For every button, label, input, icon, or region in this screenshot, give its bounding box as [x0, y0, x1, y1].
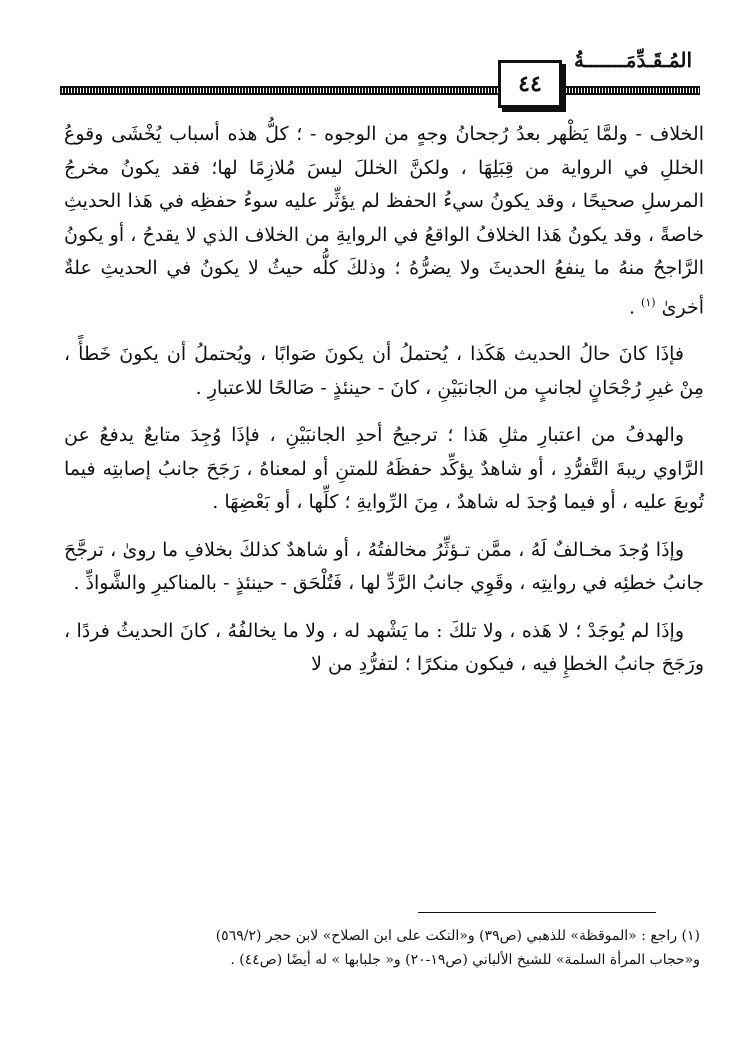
paragraph: وإذَا لم يُوجَدْ ؛ لا هَذه ، ولا تلكَ : ما يَشْهد له ، ولا ما يخالفُهُ ، كانَ الحديثُ فردًا ، ورَجَحَ جانبُ الخطإِ فيه ، فيكون منكرًا ؛ لتفرُّدِ من لا: [64, 619, 704, 676]
paragraph: وإذَا وُجدَ مخـالفٌ لَهُ ، ممَّن تـؤثِّرُ مخالفتُهُ ، أو شاهدٌ كذلكَ بخلافِ ما روىٰ ، ترجَّحَ جانبُ خطئِه في روايتِه ، وقَوِي جانبُ الرَّدِّ لها ، فَتُلْحَق - حينئذٍ - بالمناكيرِ والشَّواذِّ .: [64, 538, 704, 595]
page-number: ٤٤: [518, 71, 542, 97]
header-rule: [60, 86, 700, 95]
page-header: [60, 40, 700, 98]
paragraph: والهدفُ من اعتبارِ مثلِ هَذا ؛ ترجيحُ أحدِ الجانبَيْنِ ، فإذَا وُجِدَ متابعٌ يدفعُ عن الرَّاوي ريبةَ التَّفرُّدِ ، أو شاهدٌ يؤكِّد حفظَهُ للمتنِ أو لمعناهُ ، رَجَحَ جانبُ إصابتِه فيما تُوبعَ عليه ، أو فيما وُجدَ له شاهدٌ ، مِنَ الرِّوايةِ ؛ كلِّها ، أو بَعْضِهَا .: [64, 424, 704, 514]
main-text: [64, 118, 704, 696]
footnote-ref: (١): [641, 295, 656, 309]
footnote-line: و«حجاب المرأة السلمة» للشيخ الألباني (ص١٩-٢٠) و« جلبابها » له أيضًا (ص٤٤) .: [230, 952, 700, 968]
paragraph: فإذَا كانَ حالُ الحديث هَكَذا ، يُحتملُ أن يكونَ صَوابًا ، ويُحتملُ أن يكونَ خَطأً ، مِنْ غيرِ رُجْحَانٍ لجانبٍ من الجانبَيْنِ ، كانَ - حينئذٍ - صَالحًا للاعتبارِ .: [64, 343, 704, 399]
paragraph-text: الخلاف - ولمَّا يَظْهر بعدُ رُجحانُ وجهٍ من الوجوه - ؛ كلُّ هذه أسباب يُخْشَى وقوعُ الخللِ في الرواية من قِبَلِهَا ، ولكنَّ الخللَ ليسَ مُلازِمًا لها؛ فقد يكونُ مخرجُ المرسلِ صحيحًا ، وقد يكونُ سيءُ الحفظ لم يؤثِّر عليه سوءُ حفظِه في هَذا الحديثِ خاصةً ، وقد يكونُ هَذا الخلافُ الواقعُ في الروايةِ من الخلاف الذي لا يقدحُ ، أو يكونُ الرَّاجحُ منهُ ما ينفعُ الحديثَ ولا يضرُّهُ ؛ وذلكَ كلُّه حيثُ لا يكونُ في الحديثِ علةٌ أخرىٰ: [64, 123, 704, 318]
footnotes: [60, 924, 700, 972]
page-number-box: [498, 60, 562, 108]
paragraph: الخلاف - ولمَّا يَظْهر بعدُ رُجحانُ وجهٍ من الوجوه - ؛ كلُّ هذه أسباب يُخْشَى وقوعُ الخللِ في الرواية من قِبَلِهَا ، ولكنَّ الخللَ ليسَ مُلازِمًا لها؛ فقد يكونُ مخرجُ المرسلِ صحيحًا ، وقد يكونُ سيءُ الحفظ لم يؤثِّر عليه سوءُ حفظِه في هَذا الحديثِ خاصةً ، وقد يكونُ هَذا الخلافُ الواقعُ في الروايةِ من الخلاف الذي لا يقدحُ ، أو يكونُ الرَّاجحُ منهُ ما ينفعُ الحديثَ ولا يضرُّهُ ؛ وذلكَ كلُّه حيثُ لا يكونُ في الحديثِ علةٌ أخرىٰ $^{(١)}$ .: [64, 123, 704, 318]
footnote-separator: [418, 912, 656, 913]
footnote-line: (١) راجع : «الموقظة» للذهبي (ص٣٩) و«النكت على ابن الصلاح» لابن حجر (٥٦٩/٢): [215, 928, 700, 944]
running-title: المُـقَـدِّمَـــــــةُ: [574, 48, 692, 72]
